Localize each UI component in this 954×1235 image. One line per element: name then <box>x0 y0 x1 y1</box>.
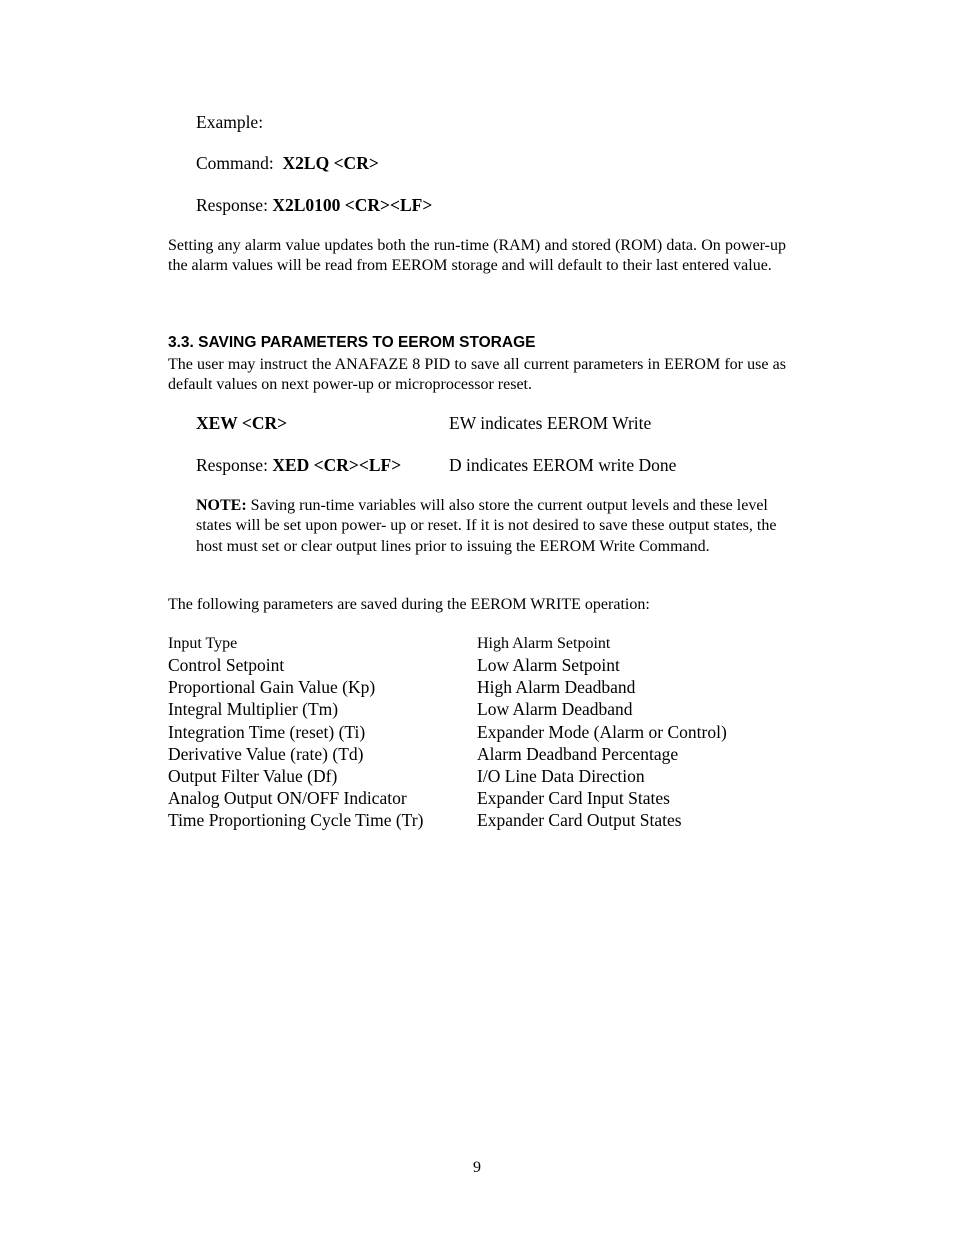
param-item: Time Proportioning Cycle Time (Tr) <box>168 810 424 831</box>
example-response-line <box>196 195 432 216</box>
write-response-label: Response: <box>196 455 268 475</box>
param-item: Low Alarm Deadband <box>477 699 633 720</box>
param-item: Low Alarm Setpoint <box>477 655 620 675</box>
command-value: X2LQ <CR> <box>282 153 379 173</box>
param-item: High Alarm Deadband <box>477 677 636 698</box>
param-item: Integration Time (reset) (Ti) <box>168 721 366 742</box>
example-label: Example: <box>196 112 264 132</box>
example-command-line <box>196 153 379 174</box>
response-value: X2L0100 <CR><LF> <box>272 195 433 215</box>
section-intro: The user may instruct the ANAFAZE 8 PID to save all current parameters in EEROM for use as default values on next power-up or microprocessor reset. <box>168 356 786 393</box>
param-item: I/O Line Data Direction <box>477 766 645 787</box>
param-item: High Alarm Setpoint <box>477 635 611 652</box>
param-item: Input Type <box>168 635 238 652</box>
param-item: Expander Mode (Alarm or Control) <box>477 721 727 742</box>
note-block <box>196 496 796 557</box>
param-item: Derivative Value (rate) (Td) <box>168 743 364 764</box>
param-item: Expander Card Output States <box>477 810 682 831</box>
param-item: Output Filter Value (Df) <box>168 766 338 787</box>
write-response-value: XED <CR><LF> <box>272 455 402 475</box>
command-label: Command: <box>196 153 274 173</box>
section-heading: 3.3. SAVING PARAMETERS TO EEROM STORAGE <box>168 334 536 351</box>
note-text: Saving run-time variables will also store the current output levels and these level states will be set upon power- up or reset. If it is not desired to save these output states, the host must set or clear output lines prior to issuing the EEROM Write Command. <box>196 497 777 555</box>
params-left-list <box>168 634 423 832</box>
write-command: XEW <CR> <box>196 413 288 433</box>
write-response-line <box>196 455 401 476</box>
param-item: Alarm Deadband Percentage <box>477 743 679 764</box>
param-item: Control Setpoint <box>168 655 285 675</box>
response-label: Response: <box>196 195 268 215</box>
param-item: Analog Output ON/OFF Indicator <box>168 788 407 809</box>
note-label: NOTE: <box>196 497 247 514</box>
params-right-list <box>477 634 727 832</box>
alarm-paragraph: Setting any alarm value updates both the run-time (RAM) and stored (ROM) data. On power-up the alarm values will be read from EEROM storage and will default to their last entered value. <box>168 237 786 274</box>
write-response-description: D indicates EEROM write Done <box>449 455 677 475</box>
write-description: EW indicates EEROM Write <box>449 413 652 433</box>
param-item: Integral Multiplier (Tm) <box>168 699 339 720</box>
list-intro: The following parameters are saved during the EEROM WRITE operation: <box>168 596 650 613</box>
page-number: 9 <box>473 1159 481 1176</box>
param-item: Expander Card Input States <box>477 788 670 809</box>
param-item: Proportional Gain Value (Kp) <box>168 677 376 698</box>
